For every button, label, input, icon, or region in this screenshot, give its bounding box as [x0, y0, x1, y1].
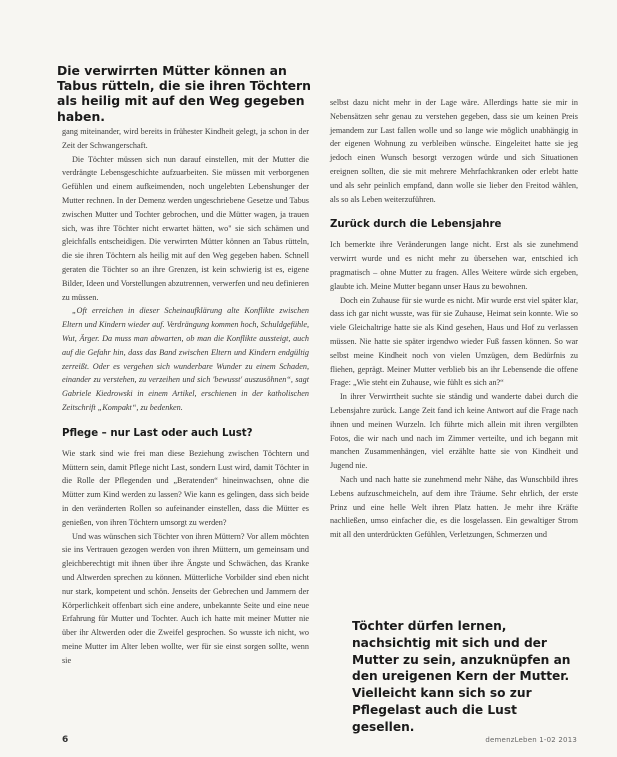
- paragraph: gang miteinander, wird bereits in frühester Kindheit gelegt, ja schon in der Zeit der Schwangerschaft.: [62, 127, 309, 150]
- pull-quote-bottom: Töchter dürfen lernen, nachsichtig mit sich und der Mutter zu sein, anzuknüpfen an den ureigenen Kern der Mutter. Vielleicht kann sich so zur Pflegelast auch die Lust gesellen.: [352, 619, 571, 734]
- paragraph: Doch ein Zuhause für sie wurde es nicht. Mir wurde erst viel später klar, dass ich gar nicht wusste, was für sie Zuhause, Heimat sein konnte. Wie so viele Gleichaltrige hatte sie als Kind gesehen, Haus und Hof zu verlassen müssen. Nie hatte sie später irgendwo wieder Fuß fassen können. So war selbst meine Kindheit noch von vielen Umzügen, dem Bedürfnis zu fliehen, geprägt. Meiner Mutter verblieb bis an ihr Lebensende die offene Frage: „Wie steht ein Zuhause, wie fühlt es sich an?“: [330, 295, 578, 388]
- quote-paragraph: „Oft erreichen in dieser Scheinaufklärung alte Konflikte zwischen Eltern und Kindern wieder auf. Verdrängung kommen hoch, Schuldgefühle, Wut, Ärger. Da muss man abwarten, ob man die Konflikte aussteigt, auch auf die Gefahr hin, dass das Band zwischen Eltern und Kindern endgültig zerreißt. Oder es vergehen sich wunderbare Wunder zu einem Schaden, einander zu verstehen, zu verzeihen und sich 'bewusst' auszusöhnen“, sagt Gabriele Kiedrowski in einem Artikel, erschienen in der katholischen Zeitschrift „Kompakt“, zu bedenken.: [62, 306, 309, 412]
- paragraph: Ich bemerkte ihre Veränderungen lange nicht. Erst als sie zunehmend verwirrt wurde und es nicht mehr zu übersehen war, entschied ich pragmatisch – ohne Mutter zu fragen. Alles Weitere würde sich ergeben, glaubte ich. Meine Mutter begann unser Haus zu bewohnen.: [330, 240, 578, 291]
- paragraph: selbst dazu nicht mehr in der Lage wäre. Allerdings hatte sie mir in Nebensätzen sehr genau zu verstehen gegeben, dass sie um keinen Preis jemandem zur Last fallen wolle und so lange wie möglich unabhängig in der eigenen Wohnung zu verbleiben wünsche. Eingeleitet hatte sie jeg jedoch einen Wunsch besorgt verzogen würde und sich Situationen ereignen sollten, die sie mit mehrere Mehrfachkranken oder erlebt hatte und als sehr peinlich empfand, dann wolle sie lieber den Freitod wählen, als so als Leben weiterzuführen.: [330, 98, 578, 204]
- paragraph: Und was wünschen sich Töchter von ihren Müttern? Vor allem möchten sie ins Vertrauen gezogen werden von ihren Müttern, um gemeinsam und gleichberechtigt mit ihnen über ihre Ängste und Schwächen, das Kranke und Altwerden sprechen zu können. Mütterliche Vorbilder sind eben nicht nur stark, kompetent und schön. Jenseits der Gebrechen und Jammern der Körperlichkeit offenbart sich eine andere, unbekannte Seite und eine neue Erfahrung für Mutter und Tochter. Auch ich hatte mit meiner Mutter nie über ihr Altwerden oder die Zweifel gesprochen. So wusste ich nicht, wo meine Mutter im Alter leben wollte, wer für sie einst sorgen sollte, wenn sie: [62, 531, 309, 665]
- paragraph: Die Töchter müssen sich nun darauf einstellen, mit der Mutter die verdrängte Lebensgeschichte aufzuarbeiten. Sie müssen mit verborgenen Gefühlen und einem aufkeimenden, noch ungelebten Lebenshunger der Mutter rechnen. In der Demenz werden ungeschriebene Gesetze und Tabus zwischen Mutter und Tochter gebrochen, und die Mütter wagen, ja trauen sich, was ihre Töchter nicht erwartet hätten, wo" sie sich schämen und gleichfalls entscheidigen. Die verwirrten Mütter können an Tabus rütteln, die sie ihren Töchtern als heilig mit auf den Weg gegeben haben. Schnell geraten die Töchter so an ihre Grenzen, ist kein schwierig ist es, eigene Bilder, Ideen und Vorstellungen abzutrennen, verwerfen und neu definieren zu müssen.: [62, 154, 309, 302]
- magazine-footer: demenzLeben 1-02 2013: [485, 736, 577, 744]
- paragraph: Wie stark sind wie frei man diese Beziehung zwischen Töchtern und Müttern sein, damit Pflege nicht Last, sondern Lust wird, damit Töchter in die Rolle der Pflegenden und „Beratenden“ hineinwachsen, ohne die Mütter zum Kind werden zu lassen? Wie kann es gelingen, dass sich beide in den veränderten Rollen so aufeinander einstellen, dass die Mütter es genießen, von ihren Töchtern umsorgt zu werden?: [62, 448, 309, 527]
- page-number: 6: [62, 735, 69, 745]
- section-heading-pflege: Pflege – nur Last oder auch Lust?: [62, 427, 253, 439]
- right-column: [330, 96, 578, 542]
- pull-quote-top: Die verwirrten Mütter können an Tabus rütteln, die sie ihren Töchtern als heilig mit auf den Weg gegeben haben.: [57, 63, 311, 124]
- paragraph: In ihrer Verwirrtheit suchte sie ständig und wanderte dabei durch die Lebensjahre zurück. Lange Zeit fand ich keine Antwort auf die Frage nach ihnen und meinen Wurzeln. Ich führte mich allein mit ihren vergilbten Fotos, die wir nach und nach im Zimmer verteilte, und ich begann mit manchen Zusammenhängen, viel erzählte hatte sie von Kindheit und Jugend nie.: [330, 392, 578, 471]
- left-column: [62, 125, 309, 667]
- section-heading-zurueck: Zurück durch die Lebensjahre: [330, 219, 502, 231]
- paragraph: Nach und nach hatte sie zunehmend mehr Nähe, das Wunschbild ihres Lebens aufzuschmeicheln, auf dem ihre Träume. Sehr ehrlich, der erste Prinz und eine helle Welt ihren Platz hatten. Je mehr ihre Kräfte nachließen, umso einfacher die, es die losgelassen. Ein gewaltiger Strom mit all den unterdrückten Gefühlen, Verletzungen, Schmerzen und: [330, 474, 578, 540]
